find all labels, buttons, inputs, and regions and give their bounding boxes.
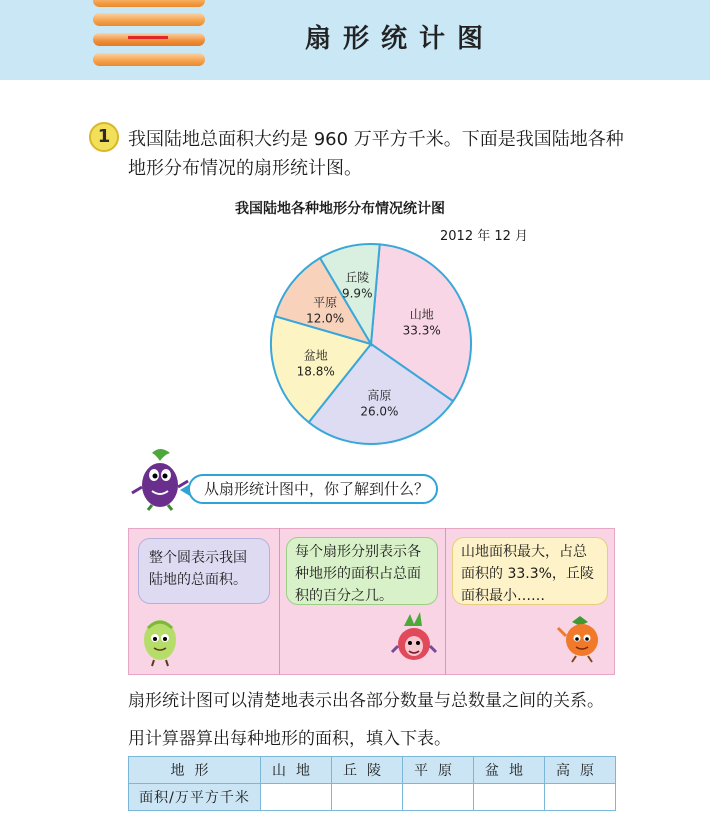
cabbage-character-icon — [138, 612, 182, 668]
area-table — [128, 756, 616, 811]
problem-text: 我国陆地总面积大约是 960 万平方千米。下面是我国陆地各种地形分布情况的扇形统计图。 — [128, 129, 624, 179]
instruction-paragraph: 用计算器算出每种地形的面积，填入下表。 — [128, 729, 451, 749]
speech-bubble-3: 山地面积最大，占总面积的 33.3%，丘陵面积最小…… — [452, 537, 608, 605]
speech-bubble-1: 整个圆表示我国陆地的总面积。 — [138, 538, 270, 604]
tomato-character-icon — [554, 612, 606, 664]
panel-divider — [445, 528, 446, 675]
table-input-cell[interactable] — [261, 784, 332, 811]
pie-chart — [256, 232, 496, 452]
pie-value-label: 26.0% — [360, 404, 399, 419]
pie-value-label: 9.9% — [341, 286, 373, 301]
table-header-cell: 山地 — [261, 757, 332, 784]
summary-paragraph: 扇形统计图可以清楚地表示出各部分数量与总数量之间的关系。 — [128, 691, 604, 711]
eggplant-character-icon — [130, 447, 190, 511]
chart-date: 2012 年 12 月 — [440, 229, 529, 244]
table-header-cell: 平原 — [403, 757, 474, 784]
pie-label: 高原 — [367, 388, 392, 403]
panel-divider — [279, 528, 280, 675]
pie-label: 平原 — [313, 295, 338, 310]
chart-title: 我国陆地各种地形分布情况统计图 — [235, 201, 445, 217]
table-header-cell: 高原 — [545, 757, 616, 784]
pie-value-label: 33.3% — [402, 323, 441, 338]
radish-character-icon — [390, 612, 438, 668]
problem-number-badge: 1 — [89, 122, 119, 152]
pie-value-label: 12.0% — [306, 311, 345, 326]
question-bubble: 从扇形统计图中，你了解到什么？ — [188, 474, 438, 504]
table-input-cell[interactable] — [403, 784, 474, 811]
pie-label: 盆地 — [303, 348, 328, 363]
page-title: 扇形统计图 — [304, 24, 495, 54]
pie-label: 丘陵 — [345, 270, 370, 285]
table-row-label: 面积/万平方千米 — [129, 784, 261, 811]
table-header-cell: 地形 — [129, 757, 261, 784]
table-input-cell[interactable] — [332, 784, 403, 811]
table-header-cell: 丘陵 — [332, 757, 403, 784]
table-row — [129, 784, 616, 811]
table-header-row — [129, 757, 616, 784]
table-input-cell[interactable] — [545, 784, 616, 811]
page-header — [0, 0, 710, 80]
pie-value-label: 18.8% — [296, 364, 335, 379]
table-header-cell: 盆地 — [474, 757, 545, 784]
table-input-cell[interactable] — [474, 784, 545, 811]
pie-label: 山地 — [409, 307, 434, 322]
speech-bubble-2: 每个扇形分别表示各种地形的面积占总面积的百分之几。 — [286, 537, 438, 605]
